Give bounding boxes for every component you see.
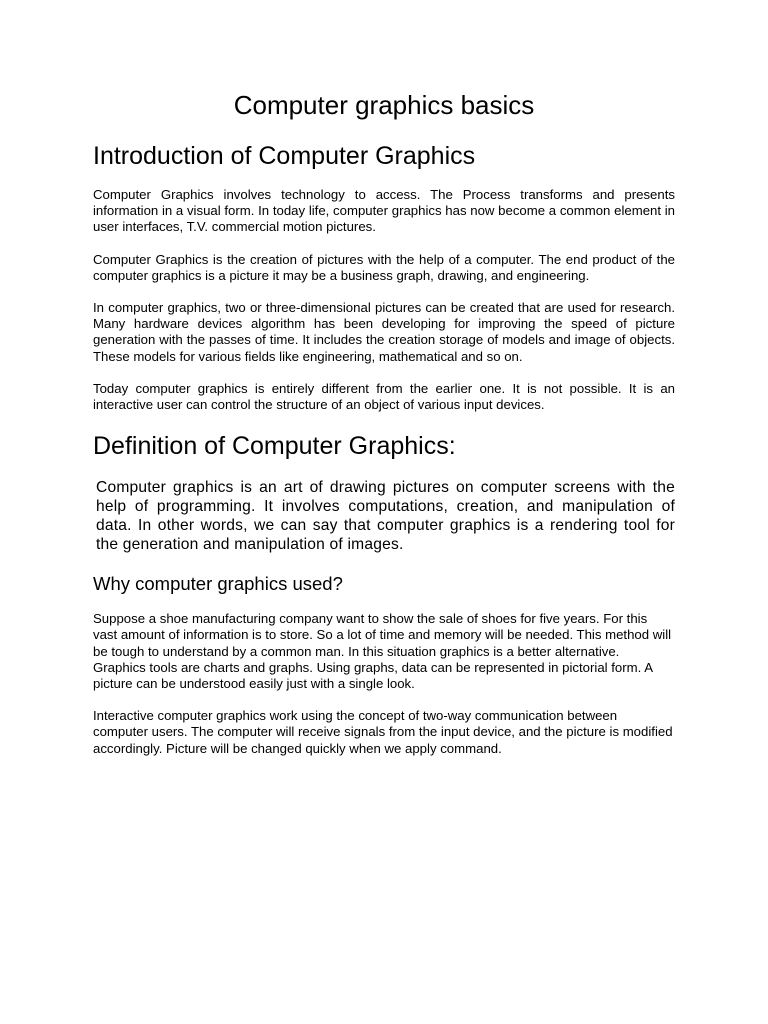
document-title: Computer graphics basics: [233, 90, 535, 120]
introduction-paragraph-4: Today computer graphics is entirely different from the earlier one. It is not possible. It is an interactive user can control the structure of an object of various input devices.: [93, 380, 675, 413]
introduction-paragraph-2: Computer Graphics is the creation of pictures with the help of a computer. The end product of the computer graphics is a picture it may be a business graph, drawing, and engineering.: [93, 251, 675, 283]
introduction-heading: Introduction of Computer Graphics: [93, 142, 476, 170]
definition-heading: Definition of Computer Graphics:: [93, 432, 456, 461]
introduction-paragraph-1: Computer Graphics involves technology to access. The Process transforms and presents information in a visual form. In today life, computer graphics has now become a common element in user interfaces, T.V. commercial motion pictures.: [93, 187, 675, 235]
why-used-paragraph-2: Interactive computer graphics work using the concept of two-way communication between computer users. The computer will receive signals from the input device, and the picture is modified accordingly. Picture will be changed quickly when we apply command.: [93, 708, 673, 756]
why-used-heading: Why computer graphics used?: [93, 573, 343, 595]
definition-paragraph: Computer graphics is an art of drawing pictures on computer screens with the help of programming. It involves computations, creation, and manipulation of data. In other words, we can say that computer graphics is a rendering tool for the generation and manipulation of images.: [96, 479, 675, 554]
why-used-paragraph-1: Suppose a shoe manufacturing company want to show the sale of shoes for five years. For this vast amount of information is to store. So a lot of time and memory will be needed. This method will be tough to understand by a common man. In this situation graphics is a better alternative. Graphics tools are charts and graphs. Using graphs, data can be represented in pictorial form. A picture can be understood easily just with a single look.: [93, 611, 672, 692]
introduction-paragraph-3: In computer graphics, two or three-dimensional pictures can be created that are used for research. Many hardware devices algorithm has been developing for improving the speed of picture generation with the passes of time. It includes the creation storage of models and image of objects. These models for various fields like engineering, mathematical and so on.: [93, 300, 675, 364]
